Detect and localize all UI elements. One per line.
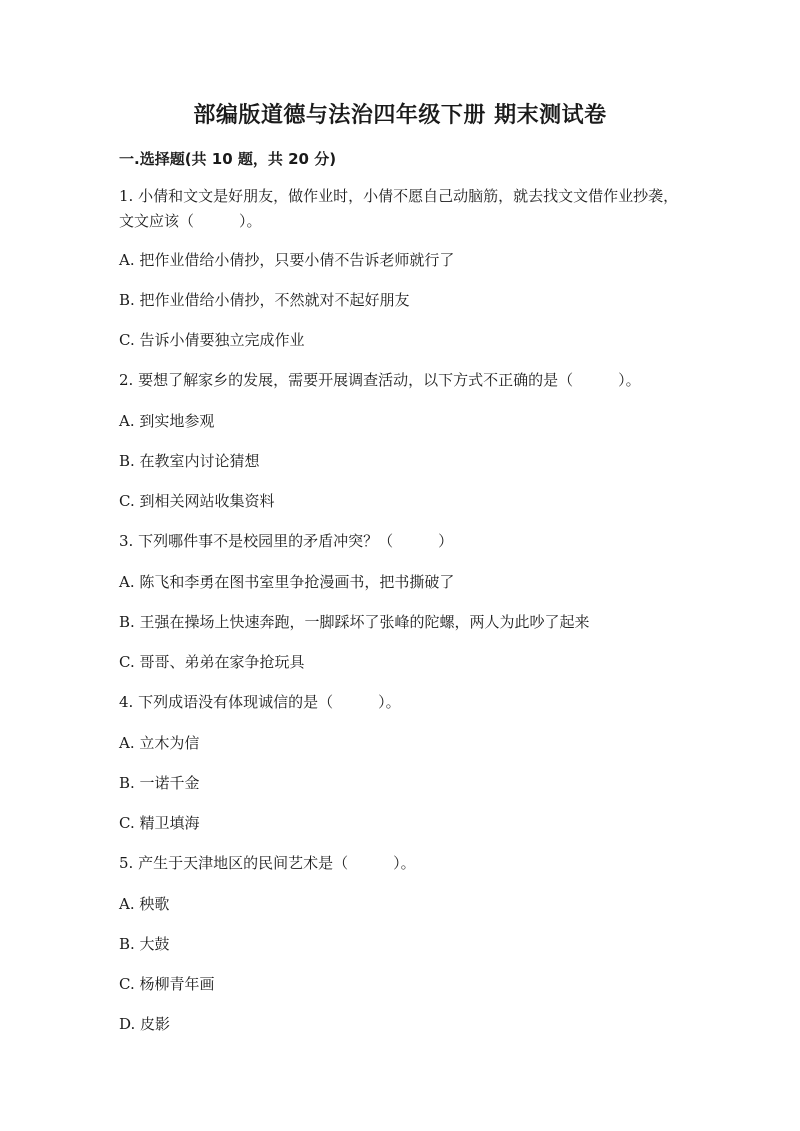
option-a: A. 把作业借给小倩抄，只要小倩不告诉老师就行了 (119, 251, 455, 269)
option-c: C. 哥哥、弟弟在家争抢玩具 (119, 653, 305, 671)
question-stem: 3. 下列哪件事不是校园里的矛盾冲突？（ ） (119, 532, 454, 550)
option-c: C. 到相关网站收集资料 (119, 492, 275, 510)
question-list (119, 184, 689, 1052)
option-d: D. 皮影 (119, 1015, 171, 1033)
question-stem: 2. 要想了解家乡的发展，需要开展调查活动，以下方式不正确的是（ ）。 (119, 371, 641, 389)
option-c: C. 杨柳青年画 (119, 975, 215, 993)
option-c: C. 精卫填海 (119, 814, 200, 832)
question-1 (119, 184, 689, 353)
option-a: A. 立木为信 (119, 734, 200, 752)
question-3 (119, 529, 689, 675)
question-stem: 1. 小倩和文文是好朋友，做作业时，小倩不愿自己动脑筋，就去找文文借作业抄袭，文文应该（ ）。 (119, 187, 679, 230)
option-b: B. 王强在操场上快速奔跑，一脚踩坏了张峰的陀螺，两人为此吵了起来 (119, 613, 590, 631)
section-heading: 一.选择题(共 10 题，共 20 分) (119, 150, 337, 168)
option-b: B. 大鼓 (119, 935, 170, 953)
question-2 (119, 368, 689, 514)
option-a: A. 到实地参观 (119, 412, 215, 430)
question-4 (119, 690, 689, 836)
option-a: A. 秧歌 (119, 895, 170, 913)
option-b: B. 一诺千金 (119, 774, 200, 792)
question-stem: 5. 产生于天津地区的民间艺术是（ ）。 (119, 854, 416, 872)
option-a: A. 陈飞和李勇在图书室里争抢漫画书，把书撕破了 (119, 573, 455, 591)
option-c: C. 告诉小倩要独立完成作业 (119, 331, 305, 349)
page-title: 部编版道德与法治四年级下册 期末测试卷 (193, 103, 607, 128)
question-5 (119, 851, 689, 1037)
question-stem: 4. 下列成语没有体现诚信的是（ ）。 (119, 693, 401, 711)
option-b: B. 在教室内讨论猜想 (119, 452, 260, 470)
option-b: B. 把作业借给小倩抄，不然就对不起好朋友 (119, 291, 410, 309)
